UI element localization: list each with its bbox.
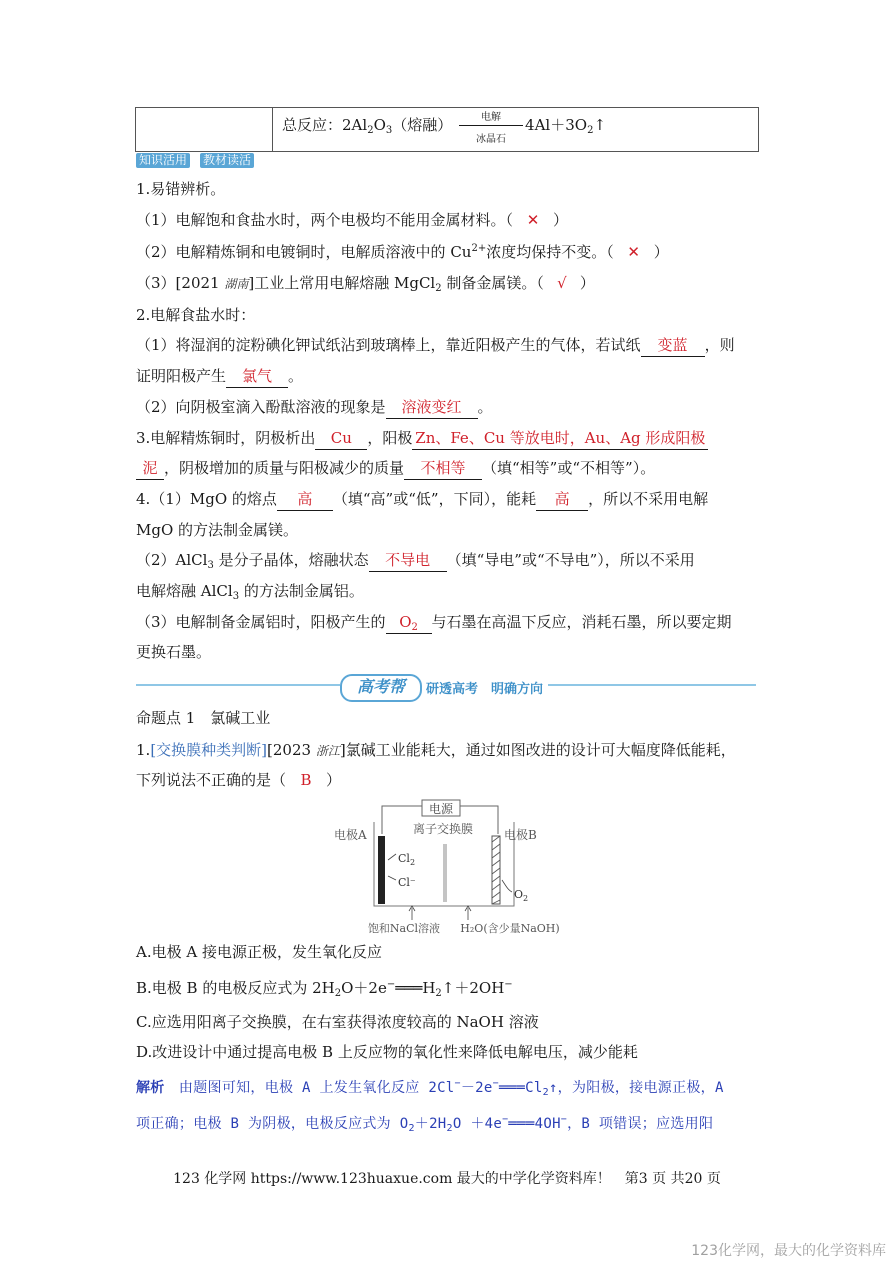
question-line1 bbox=[136, 739, 736, 762]
cl2-text: Cl bbox=[398, 852, 410, 865]
answer-blank: 溶液变红 bbox=[386, 396, 478, 419]
topic-heading: 命题点 1 氯碱工业 bbox=[136, 709, 271, 727]
item-text: 工业上常用电解熔融 MgCl bbox=[254, 274, 436, 292]
question-text: ，所以不采用电解 bbox=[588, 490, 709, 508]
superscript: − bbox=[560, 1114, 568, 1125]
question-text: （3）电解制备金属铝时，阳极产生的 bbox=[136, 613, 386, 631]
analysis-line1 bbox=[136, 1077, 724, 1099]
analysis-text: 项正确；电极 B 为阴极，电极反应式为 O bbox=[136, 1116, 409, 1132]
section1-item2 bbox=[136, 241, 669, 263]
analysis-text: ，B 项错误；应选用阳 bbox=[567, 1116, 714, 1132]
question-text: 氯碱工业能耗大，通过如图改进的设计可大幅度降低能耗， bbox=[345, 741, 736, 759]
question-line2 bbox=[136, 769, 341, 791]
section4-q1-cont: MgO 的方法制金属镁。 bbox=[136, 521, 299, 539]
o2-label bbox=[514, 888, 528, 903]
answer-blank: 高 bbox=[277, 488, 333, 511]
citation: [2023 bbox=[267, 741, 316, 759]
analysis-text: －2e bbox=[460, 1080, 493, 1096]
gas-arrow: ↑ bbox=[593, 116, 607, 134]
condition-above: 电解 bbox=[481, 112, 502, 123]
subscript: 2 bbox=[542, 1087, 549, 1098]
question-text: 3.电解精炼铜时，阴极析出 bbox=[136, 429, 316, 447]
answer-mark: ✕ bbox=[526, 211, 540, 229]
section2-q1 bbox=[136, 334, 735, 357]
subscript: 2 bbox=[587, 125, 594, 136]
reaction-o: O bbox=[373, 116, 386, 134]
section4-q2-cont bbox=[136, 580, 364, 602]
answer-mark: B bbox=[300, 771, 312, 789]
cl2-sub: 2 bbox=[409, 858, 416, 867]
question-text: 证明阳极产生 bbox=[136, 367, 227, 385]
question-text: 是分子晶体，熔融状态 bbox=[213, 551, 369, 569]
question-text: ，则 bbox=[704, 336, 735, 354]
citation-region: 浙江 bbox=[315, 744, 340, 758]
section2-title: 2.电解食盐水时： bbox=[136, 306, 256, 324]
answer-blank: 不导电 bbox=[369, 549, 447, 572]
tag-textbook: 教材读活 bbox=[200, 153, 254, 168]
subscript: 2 bbox=[367, 125, 374, 136]
equals-arrow: ═══ bbox=[395, 979, 423, 997]
subscript: 3 bbox=[232, 591, 240, 602]
subscript: 3 bbox=[207, 560, 214, 571]
cl-minus-arrow bbox=[388, 876, 396, 880]
section1-item1 bbox=[136, 209, 568, 231]
cl2-label bbox=[398, 852, 415, 867]
subscript: 2 bbox=[411, 622, 418, 633]
banner-line-right bbox=[548, 684, 756, 700]
question-end: ） bbox=[326, 771, 342, 789]
question-text: 。 bbox=[477, 398, 493, 416]
section4-q3 bbox=[136, 611, 732, 634]
subscript: 2 bbox=[334, 988, 342, 999]
section3-line1 bbox=[136, 427, 708, 450]
section4-q2 bbox=[136, 549, 695, 572]
item-num: （3） bbox=[136, 274, 176, 292]
electrolysis-diagram bbox=[330, 798, 570, 938]
analysis-text: ＋2H bbox=[414, 1116, 447, 1132]
subscript: 3 bbox=[385, 125, 393, 136]
o2-sub: 2 bbox=[523, 894, 529, 903]
page-footer: 123 化学网 https://www.123huaxue.com 最大的中学化学资料库！ 第3 页 共20 页 bbox=[173, 1171, 721, 1187]
banner-badge: 高考帮 bbox=[340, 674, 422, 702]
option-b bbox=[136, 977, 513, 999]
answer-blank: 高 bbox=[536, 488, 588, 511]
answer-blank bbox=[386, 611, 432, 634]
answer-blank: Cu bbox=[315, 427, 367, 450]
answer-blank: 泥 bbox=[136, 457, 164, 480]
analysis-text: ═══4OH bbox=[508, 1116, 561, 1132]
section4-q3-cont: 更换石墨。 bbox=[136, 643, 212, 661]
question-text: 4.（1）MgO 的熔点 bbox=[136, 490, 277, 508]
question-text: （1）将湿润的淀粉碘化钾试纸沾到玻璃棒上，靠近阳极产生的气体，若试纸 bbox=[136, 336, 641, 354]
answer-blank: 氯气 bbox=[226, 365, 288, 388]
item-end: ） bbox=[553, 211, 569, 229]
electrode-a bbox=[378, 836, 385, 904]
item-text: 浓度均保持不变。（ bbox=[486, 243, 614, 261]
right-input-label: H₂O(含少量NaOH) bbox=[460, 922, 560, 935]
electrode-b-label: 电极B bbox=[504, 828, 537, 842]
answer-blank: Zn、Fe、Cu 等放电时，Au、Ag 形成阳极 bbox=[412, 427, 708, 450]
question-text: ，阴极增加的质量与阳极减少的质量 bbox=[164, 459, 405, 477]
superscript: − bbox=[504, 979, 513, 990]
section2-q2 bbox=[136, 396, 493, 419]
power-label: 电源 bbox=[428, 802, 454, 816]
subscript: 2 bbox=[446, 1123, 453, 1134]
tag-knowledge: 知识活用 bbox=[136, 153, 190, 168]
answer-blank: 变蓝 bbox=[641, 334, 705, 357]
analysis-text: ═══Cl bbox=[498, 1080, 543, 1096]
reaction-arrow bbox=[459, 112, 523, 145]
cl2-arrow bbox=[388, 854, 396, 860]
answer-mark: √ bbox=[557, 274, 567, 292]
option-text: O＋2e bbox=[341, 979, 387, 997]
arrow-bar bbox=[459, 125, 523, 126]
membrane-label: 离子交换膜 bbox=[412, 822, 474, 836]
superscript: − bbox=[454, 1078, 461, 1089]
question-text: （填“相等”或“不相等”）。 bbox=[482, 459, 656, 477]
cl-minus-label: Cl⁻ bbox=[398, 876, 416, 889]
analysis-text: O ＋4e bbox=[452, 1116, 503, 1132]
condition-below: 冰晶石 bbox=[476, 134, 507, 145]
citation-region: 湖南 bbox=[224, 277, 249, 291]
question-text: 。 bbox=[288, 367, 304, 385]
section4-q1 bbox=[136, 488, 708, 511]
total-reaction bbox=[282, 112, 607, 145]
superscript: − bbox=[386, 979, 396, 990]
question-text: 电解熔融 AlCl bbox=[136, 582, 233, 600]
option-text: H bbox=[422, 979, 436, 997]
question-text: ，阳极 bbox=[367, 429, 413, 447]
subscript: 2 bbox=[408, 1123, 415, 1134]
section3-line2 bbox=[136, 457, 655, 480]
option-a: A.电极 A 接电源正极，发生氧化反应 bbox=[136, 943, 382, 961]
item-end: ） bbox=[653, 243, 669, 261]
question-text: （填“高”或“低”，下同），能耗 bbox=[332, 490, 537, 508]
option-c: C.应选用阳离子交换膜，在右室获得浓度较高的 NaOH 溶液 bbox=[136, 1013, 539, 1031]
left-input-label: 饱和NaCl溶液 bbox=[367, 922, 441, 935]
citation-end: ] bbox=[248, 274, 255, 292]
question-tag: [交换膜种类判断] bbox=[150, 741, 268, 759]
superscript: 2+ bbox=[471, 243, 487, 254]
item-text: （1）电解饱和食盐水时，两个电极均不能用金属材料。（ bbox=[136, 211, 514, 229]
citation: [2021 bbox=[175, 274, 225, 292]
question-text: （2）向阴极室滴入酚酞溶液的现象是 bbox=[136, 398, 386, 416]
reaction-state: （熔融） bbox=[392, 116, 453, 134]
question-text: （填“导电”或“不导电”），所以不采用 bbox=[446, 551, 695, 569]
question-text: （2）AlCl bbox=[136, 551, 208, 569]
subscript: 2 bbox=[435, 283, 442, 294]
question-text: 的方法制金属铝。 bbox=[239, 582, 364, 600]
answer-blank: 不相等 bbox=[404, 457, 482, 480]
o2-text: O bbox=[514, 888, 524, 901]
subscript: 2 bbox=[435, 988, 442, 999]
electrode-b bbox=[492, 836, 500, 904]
analysis-text: ↑，为阳极，接电源正极，A bbox=[548, 1080, 724, 1096]
analysis-line2 bbox=[136, 1113, 713, 1135]
answer-mark: ✕ bbox=[627, 243, 640, 261]
question-num: 1. bbox=[136, 741, 151, 759]
option-text: B.电极 B 的电极反应式为 2H bbox=[136, 979, 335, 997]
electrode-a-label: 电极A bbox=[334, 828, 367, 842]
table-divider bbox=[272, 108, 273, 151]
section2-q1-cont bbox=[136, 365, 303, 388]
question-text: 下列说法不正确的是（ bbox=[136, 771, 287, 789]
item-text: 制备金属镁。（ bbox=[441, 274, 544, 292]
superscript: − bbox=[502, 1114, 509, 1125]
section1-item3 bbox=[136, 272, 595, 295]
option-d: D.改进设计中通过提高电极 B 上反应物的氧化性来降低电解电压，减少能耗 bbox=[136, 1043, 638, 1061]
section1-title: 1.易错辨析。 bbox=[136, 180, 226, 198]
reaction-prefix: 总反应：2Al bbox=[282, 116, 368, 134]
superscript: − bbox=[492, 1078, 499, 1089]
item-text: （2）电解精炼铜和电镀铜时，电解质溶液中的 Cu bbox=[136, 243, 472, 261]
o2-arrow bbox=[502, 880, 512, 892]
citation-end: ] bbox=[339, 741, 346, 759]
analysis-text: 由题图可知，电极 A 上发生氧化反应 2Cl bbox=[178, 1080, 455, 1096]
item-end: ） bbox=[579, 274, 595, 292]
reaction-products: 4Al＋3O bbox=[525, 116, 588, 134]
question-text: 与石墨在高温下反应，消耗石墨，所以要定期 bbox=[431, 613, 732, 631]
banner-line-left bbox=[136, 684, 340, 700]
option-text: ↑＋2OH bbox=[441, 979, 505, 997]
watermark: 123化学网，最大的化学资料库 bbox=[691, 1243, 886, 1259]
answer-text: O bbox=[399, 613, 412, 631]
banner-text: 研透高考 明确方向 bbox=[426, 682, 544, 697]
analysis-label: 解析 bbox=[136, 1080, 165, 1096]
reaction-table bbox=[135, 107, 759, 152]
